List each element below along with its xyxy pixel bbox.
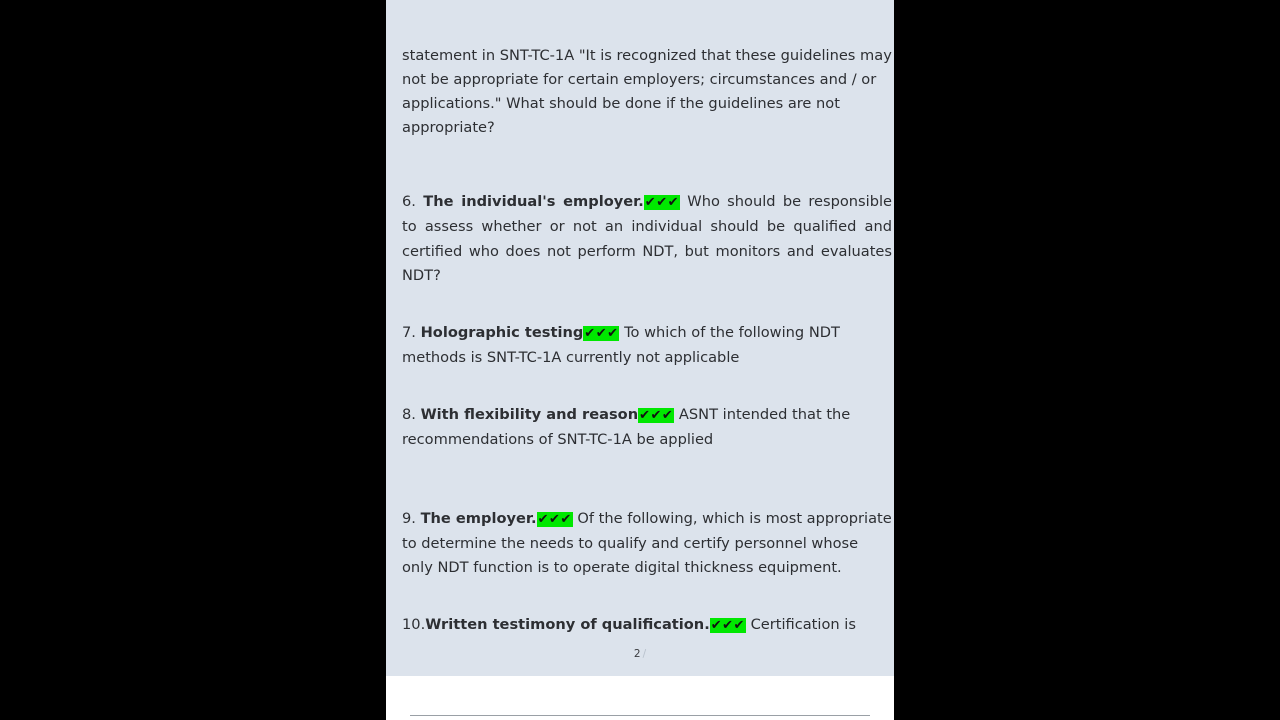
checkmarks-icon-8: ✔✔✔ [639,407,674,423]
spacer [402,140,892,190]
letterbox-right [894,0,1280,720]
question-number-8: 8. [402,405,416,423]
spacer [402,452,892,507]
document-page [386,0,894,676]
checkmarks-icon-9: ✔✔✔ [537,512,572,528]
next-page-sheet [386,676,894,720]
spacer [402,288,892,321]
question-answer-8: With flexibility and reason [420,405,639,423]
page-body [402,44,892,639]
question-prompt-6: Who should be responsible to assess whether or not an individual should be qualified and certified who does not perform NDT, but monitors and evaluates NDT? [402,193,893,284]
checkmarks-icon-7: ✔✔✔ [584,325,619,341]
question-prompt-8: ASNT intended that the recommendations of SNT-TC-1A be applied [402,405,851,449]
page-number-footer [386,648,894,660]
question-prompt-10: Certification is [750,616,856,634]
question-number-10: 10. [402,616,426,634]
current-page-number: 2 [633,648,641,660]
horizontal-rule [410,715,870,716]
question-number-9: 9. [402,510,416,528]
checkmarks-icon-6: ✔✔✔ [644,195,679,211]
question-item-10 [402,613,892,638]
question-answer-9: The employer. [420,510,537,528]
document-column[interactable] [386,0,894,720]
question-number-6: 6. [402,193,416,211]
question-item-6 [402,190,892,287]
question-item-8 [402,403,892,452]
question-answer-6: The individual's employer. [423,193,644,211]
question-item-7 [402,321,892,370]
page-separator: / [642,648,647,660]
intro-paragraph: statement in SNT-TC-1A "It is recognized that these guidelines may not be appropriate for certain employers; circumstances and / or applications." What should be done if the guidelines are not appropriate? [402,47,892,137]
question-answer-10: Written testimony of qualification. [425,616,710,634]
spacer [402,370,892,403]
question-prompt-7: To which of the following NDT methods is SNT-TC-1A currently not applicable [402,323,840,366]
question-answer-7: Holographic testing [420,323,584,341]
question-number-7: 7. [402,323,416,341]
spacer [402,580,892,613]
letterbox-left [0,0,386,720]
question-item-9 [402,507,892,580]
checkmarks-icon-10: ✔✔✔ [710,618,745,634]
question-prompt-9: Of the following, which is most appropriate to determine the needs to qualify and certify personnel whose only NDT function is to operate digital thickness equipment. [402,510,892,577]
